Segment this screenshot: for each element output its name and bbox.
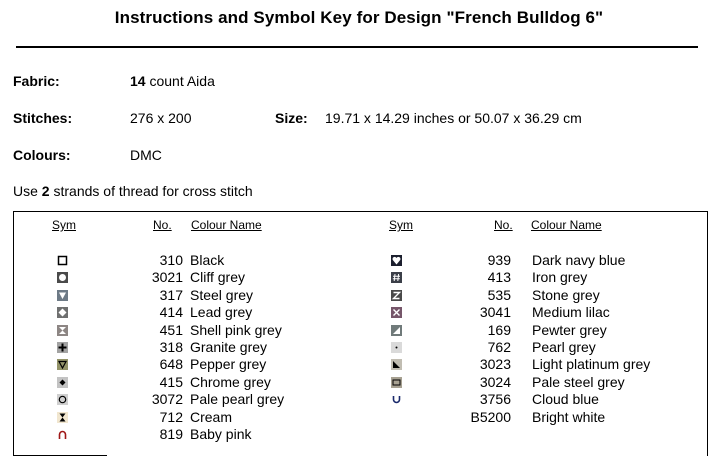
- dmc-number: 413: [487, 269, 511, 286]
- dmc-number: B5200: [470, 408, 511, 425]
- note-post: strands of thread for cross stitch: [49, 183, 253, 199]
- cup-icon: [391, 394, 402, 405]
- colour-name: Pearl grey: [532, 339, 596, 355]
- dmc-number: 3021: [151, 269, 183, 286]
- dmc-number: 310: [159, 252, 183, 268]
- colour-name: Pale steel grey: [532, 373, 625, 390]
- hollow-square-icon: [57, 255, 68, 266]
- colour-name: Chrome grey: [190, 373, 271, 390]
- colour-name: Pewter grey: [532, 321, 607, 338]
- colour-name: Stone grey: [532, 286, 600, 303]
- symbol-key-panel: [13, 211, 708, 456]
- colour-name: Cliff grey: [190, 269, 245, 286]
- left-name-header: Colour Name: [191, 218, 262, 232]
- plus-icon: [57, 342, 68, 353]
- page-title: Instructions and Symbol Key for Design "French Bulldog 6": [114, 8, 604, 27]
- dmc-number: 3023: [479, 356, 511, 373]
- stitches-label: Stitches:: [13, 110, 73, 126]
- down-triangle-outline-icon: [57, 359, 68, 370]
- diamond-icon: [57, 307, 68, 318]
- colour-name: Baby pink: [190, 426, 252, 442]
- fabric-count: 14: [130, 73, 146, 89]
- colour-name: Lead grey: [190, 304, 253, 321]
- left-sym-header: Sym: [52, 218, 76, 232]
- x-cross-icon: [391, 307, 402, 318]
- dmc-number: 535: [487, 286, 511, 303]
- colour-name: Granite grey: [190, 339, 268, 355]
- colour-name: Light platinum grey: [532, 356, 651, 373]
- colour-name: Pepper grey: [190, 356, 267, 373]
- circle-icon: [57, 272, 68, 283]
- dmc-number: 819: [159, 426, 183, 442]
- dmc-number: 762: [487, 339, 511, 355]
- colours-label: Colours:: [13, 147, 71, 163]
- corner-triangle-icon: [391, 359, 402, 370]
- left-no-header: No.: [153, 218, 172, 232]
- dot-icon: [391, 342, 402, 353]
- hash-icon: [391, 272, 402, 283]
- bowtie-icon: [57, 325, 68, 336]
- right-sym-header: Sym: [389, 218, 413, 232]
- colour-name: Black: [190, 252, 225, 268]
- strands-note: [13, 183, 253, 199]
- dmc-number: 3072: [151, 391, 183, 408]
- slash-icon: [391, 325, 402, 336]
- colours-value: DMC: [130, 147, 162, 163]
- colour-name: Bright white: [532, 408, 606, 425]
- size-value: 19.71 x 14.29 inches or 50.07 x 36.29 cm: [325, 110, 582, 126]
- blank-icon: [391, 412, 402, 423]
- down-triangle-icon: [57, 290, 68, 301]
- fabric-value: [130, 73, 215, 89]
- panel-bottom-rule: [13, 455, 107, 456]
- size-label: Size:: [275, 110, 308, 126]
- strands-count: 2: [41, 183, 50, 199]
- dmc-number: 169: [487, 321, 511, 338]
- dmc-number: 451: [159, 321, 183, 338]
- right-name-header: Colour Name: [531, 218, 602, 232]
- heart-icon: [391, 255, 402, 266]
- fabric-type: count Aida: [145, 73, 215, 89]
- colour-name: Steel grey: [190, 286, 254, 303]
- arch-icon: [57, 429, 68, 440]
- dmc-number: 414: [159, 304, 183, 321]
- title-divider: [16, 46, 698, 48]
- colour-name: Shell pink grey: [190, 321, 282, 338]
- colour-name: Pale pearl grey: [190, 391, 285, 408]
- note-pre: Use: [13, 183, 42, 199]
- dmc-number: 712: [159, 408, 183, 425]
- dmc-number: 3756: [479, 391, 511, 408]
- dmc-number: 648: [159, 356, 183, 373]
- z-letter-icon: [391, 290, 402, 301]
- colour-name: Cloud blue: [532, 391, 599, 408]
- dmc-number: 318: [159, 339, 183, 355]
- bar-icon: [391, 377, 402, 388]
- hourglass-icon: [57, 412, 68, 423]
- colour-name: Medium lilac: [532, 304, 610, 321]
- small-diamond-icon: [57, 377, 68, 388]
- ring-icon: [57, 394, 68, 405]
- colour-name: Iron grey: [532, 269, 588, 286]
- dmc-number: 415: [159, 373, 183, 390]
- stitches-value: 276 x 200: [130, 110, 192, 126]
- colour-name: Dark navy blue: [532, 252, 626, 268]
- dmc-number: 3041: [479, 304, 511, 321]
- right-no-header: No.: [494, 218, 513, 232]
- dmc-number: 939: [487, 252, 511, 268]
- dmc-number: 3024: [479, 373, 511, 390]
- fabric-label: Fabric:: [13, 73, 60, 89]
- dmc-number: 317: [159, 286, 183, 303]
- colour-name: Cream: [190, 408, 233, 425]
